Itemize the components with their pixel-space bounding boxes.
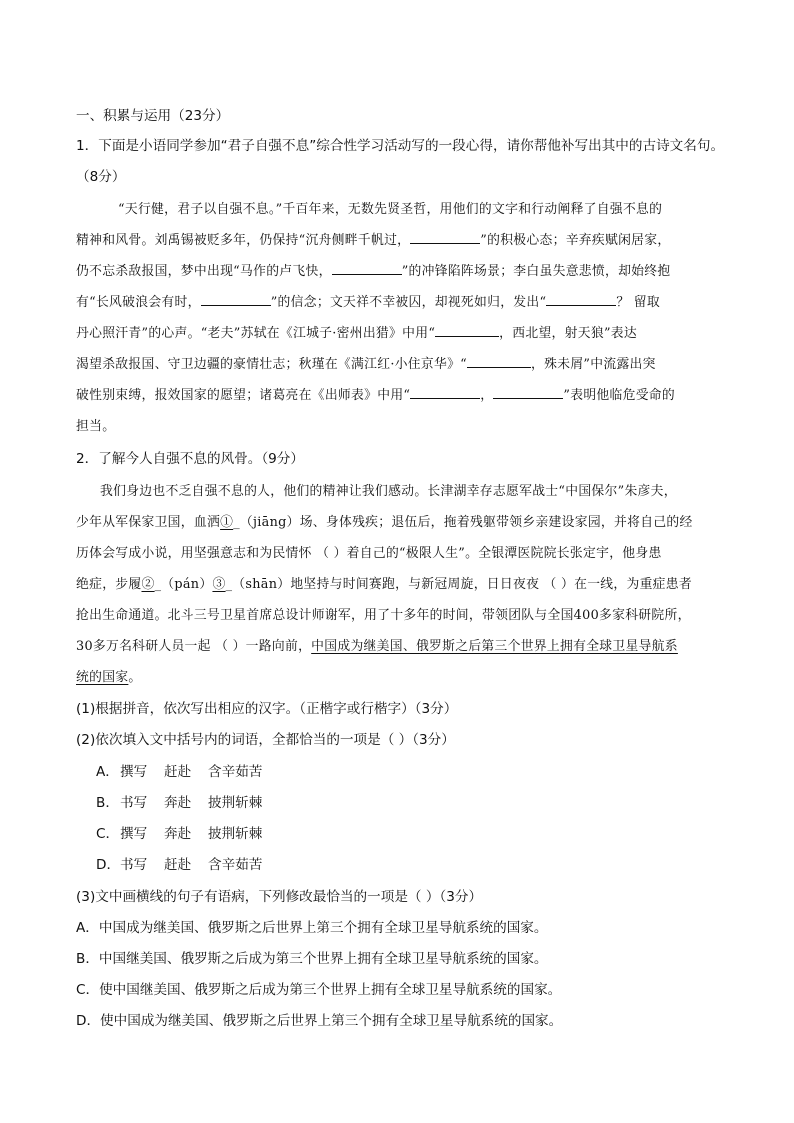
option-word: 赶赴 (164, 857, 192, 873)
answer-blank[interactable] (435, 324, 499, 337)
q2-passage-line: 抢出生命通道。北斗三号卫星首席总设计师谢军，用了十多年的时间，带领团队与全国400多家科研院所， (76, 608, 691, 623)
option-row[interactable]: B．中国继美国、俄罗斯之后成为第三个世界上拥有全球卫星导航系统的国家。 (76, 951, 548, 967)
option-row[interactable]: C．使中国继美国、俄罗斯之后成为第三个世界上拥有全球卫星导航系统的国家。 (76, 982, 562, 998)
q2-text: _（shān）地坚持与时间赛跑，与新冠周旋，日日夜夜 （ ）在一线，为重症患者 (225, 577, 692, 592)
answer-blank[interactable] (410, 386, 480, 399)
q1-text: ， (480, 388, 494, 403)
answer-blank[interactable] (201, 293, 271, 306)
q1-text: ”表明他临危受命的 (563, 388, 675, 403)
option-word: 含辛茹苦 (208, 764, 263, 780)
q1-text: 仍不忘杀敌报国，梦中出现“马作的卢飞快， (76, 264, 332, 279)
q1-text: 精神和风骨。刘禹锡被贬多年，仍保持“沉舟侧畔千帆过， (76, 233, 411, 248)
q2-passage-line: 历体会写成小说，用坚强意志和为民情怀 （ ）着自己的“极限人生”。全银潭医院院长张定宇，他身患 (76, 546, 662, 561)
option-word: 书写 (120, 795, 148, 811)
answer-blank[interactable] (332, 262, 402, 275)
option-word: 撰写 (120, 764, 148, 780)
q2-stem: 2．了解今人自强不息的风骨。（9分） (76, 451, 304, 467)
q1-text: ，西北望，射天狼”表达 (499, 326, 637, 341)
section-title: 一、积累与运用（23分） (76, 108, 230, 124)
option-word: 披荆斩棘 (208, 826, 263, 842)
option-word: 奔赴 (164, 826, 192, 842)
option-word: 书写 (120, 857, 148, 873)
q2-text: 少年从军保家卫国，血洒 (76, 515, 221, 530)
blank-marker-1[interactable]: ① (220, 515, 234, 530)
q2-sub1: (1)根据拼音，依次写出相应的汉字。（正楷字或行楷字）（3分） (76, 701, 458, 717)
q1-text: ”的积极心态；辛弃疾赋闲居家， (480, 233, 671, 248)
option-letter: B． (96, 795, 119, 811)
q1-passage-line (76, 291, 660, 310)
option-row[interactable] (96, 853, 262, 873)
q2-text: 30多万名科研人员一起 （ ）一路向前， (76, 639, 312, 654)
answer-blank[interactable] (410, 231, 480, 244)
underlined-sentence: 中国成为继美国、俄罗斯之后第三个世界上拥有全球卫星导航系 (311, 639, 678, 654)
answer-blank[interactable] (493, 386, 563, 399)
option-row[interactable]: D．使中国成为继美国、俄罗斯之后世界上第三个拥有全球卫星导航系统的国家。 (76, 1013, 563, 1029)
q2-text: 。 (128, 670, 142, 685)
q2-text: _（jiāng）场、身体残疾；退伍后，拖着残躯带领乡亲建设家园，并将自己的经 (233, 515, 693, 530)
q2-passage-line: 我们身边也不乏自强不息的人，他们的精神让我们感动。长津湖幸存志愿军战士“中国保尔”朱彦夫， (100, 484, 677, 499)
q1-text: 渴望杀敌报国、守卫边疆的豪情壮志；秋瑾在《满江红·小住京华》“ (76, 357, 468, 372)
option-word: 奔赴 (164, 795, 192, 811)
q1-text: 有“长风破浪会有时， (76, 295, 201, 310)
q1-text: ？ 留取 (616, 295, 661, 310)
q1-passage-line (76, 384, 675, 403)
answer-blank[interactable] (467, 355, 531, 368)
q1-passage-line (76, 322, 637, 341)
option-row[interactable]: A．中国成为继美国、俄罗斯之后世界上第三个拥有全球卫星导航系统的国家。 (76, 920, 548, 936)
option-row[interactable] (96, 791, 262, 811)
q1-passage-line (76, 260, 670, 279)
q1-passage-line (76, 229, 670, 248)
option-word: 撰写 (120, 826, 148, 842)
q1-stem: 1．下面是小语同学参加“君子自强不息”综合性学习活动写的一段心得，请你帮他补写出其中的古诗文名句。 (76, 138, 725, 154)
option-row[interactable] (96, 822, 262, 842)
q2-sub3: (3)文中画横线的句子有语病，下列修改最恰当的一项是（ ）（3分） (76, 889, 483, 905)
q1-passage-line: 担当。 (76, 419, 116, 434)
q1-text: ”的冲锋陷阵场景；李白虽失意悲愤，却始终抱 (401, 264, 671, 279)
q2-passage-line (76, 573, 692, 592)
q2-passage-line (76, 666, 142, 685)
q2-passage-line (76, 511, 693, 530)
q2-text: 绝症，步履 (76, 577, 142, 592)
q1-score: （8分） (76, 169, 126, 185)
q1-passage-line (76, 353, 656, 372)
answer-blank[interactable] (546, 293, 616, 306)
q1-passage-line: “天行健，君子以自强不息。”千百年来，无数先贤圣哲，用他们的文字和行动阐释了自强不息的 (118, 202, 663, 217)
option-word: 赶赴 (164, 764, 192, 780)
q2-text: _（pán） (154, 577, 213, 592)
q1-text: 丹心照汗青”的心声。“老夫”苏轼在《江城子·密州出猎》中用“ (76, 326, 436, 341)
q1-text: ，殊未屑”中流露出突 (531, 357, 656, 372)
q1-text: ”的信念；文天祥不幸被囚，却视死如归，发出“ (270, 295, 547, 310)
blank-marker-2[interactable]: ② (141, 577, 155, 592)
blank-marker-3[interactable]: ③ (212, 577, 226, 592)
q2-passage-line (76, 635, 678, 654)
option-letter: A． (96, 764, 119, 780)
option-word: 含辛茹苦 (208, 857, 263, 873)
q1-text: 破性别束缚，报效国家的愿望；诸葛亮在《出师表》中用“ (76, 388, 411, 403)
option-letter: C． (96, 826, 120, 842)
q2-sub2: (2)依次填入文中括号内的词语，全都恰当的一项是（ ）（3分） (76, 732, 455, 748)
option-row[interactable] (96, 760, 262, 780)
option-letter: D． (96, 857, 121, 873)
option-word: 披荆斩棘 (208, 795, 263, 811)
underlined-sentence: 统的国家 (76, 670, 129, 685)
